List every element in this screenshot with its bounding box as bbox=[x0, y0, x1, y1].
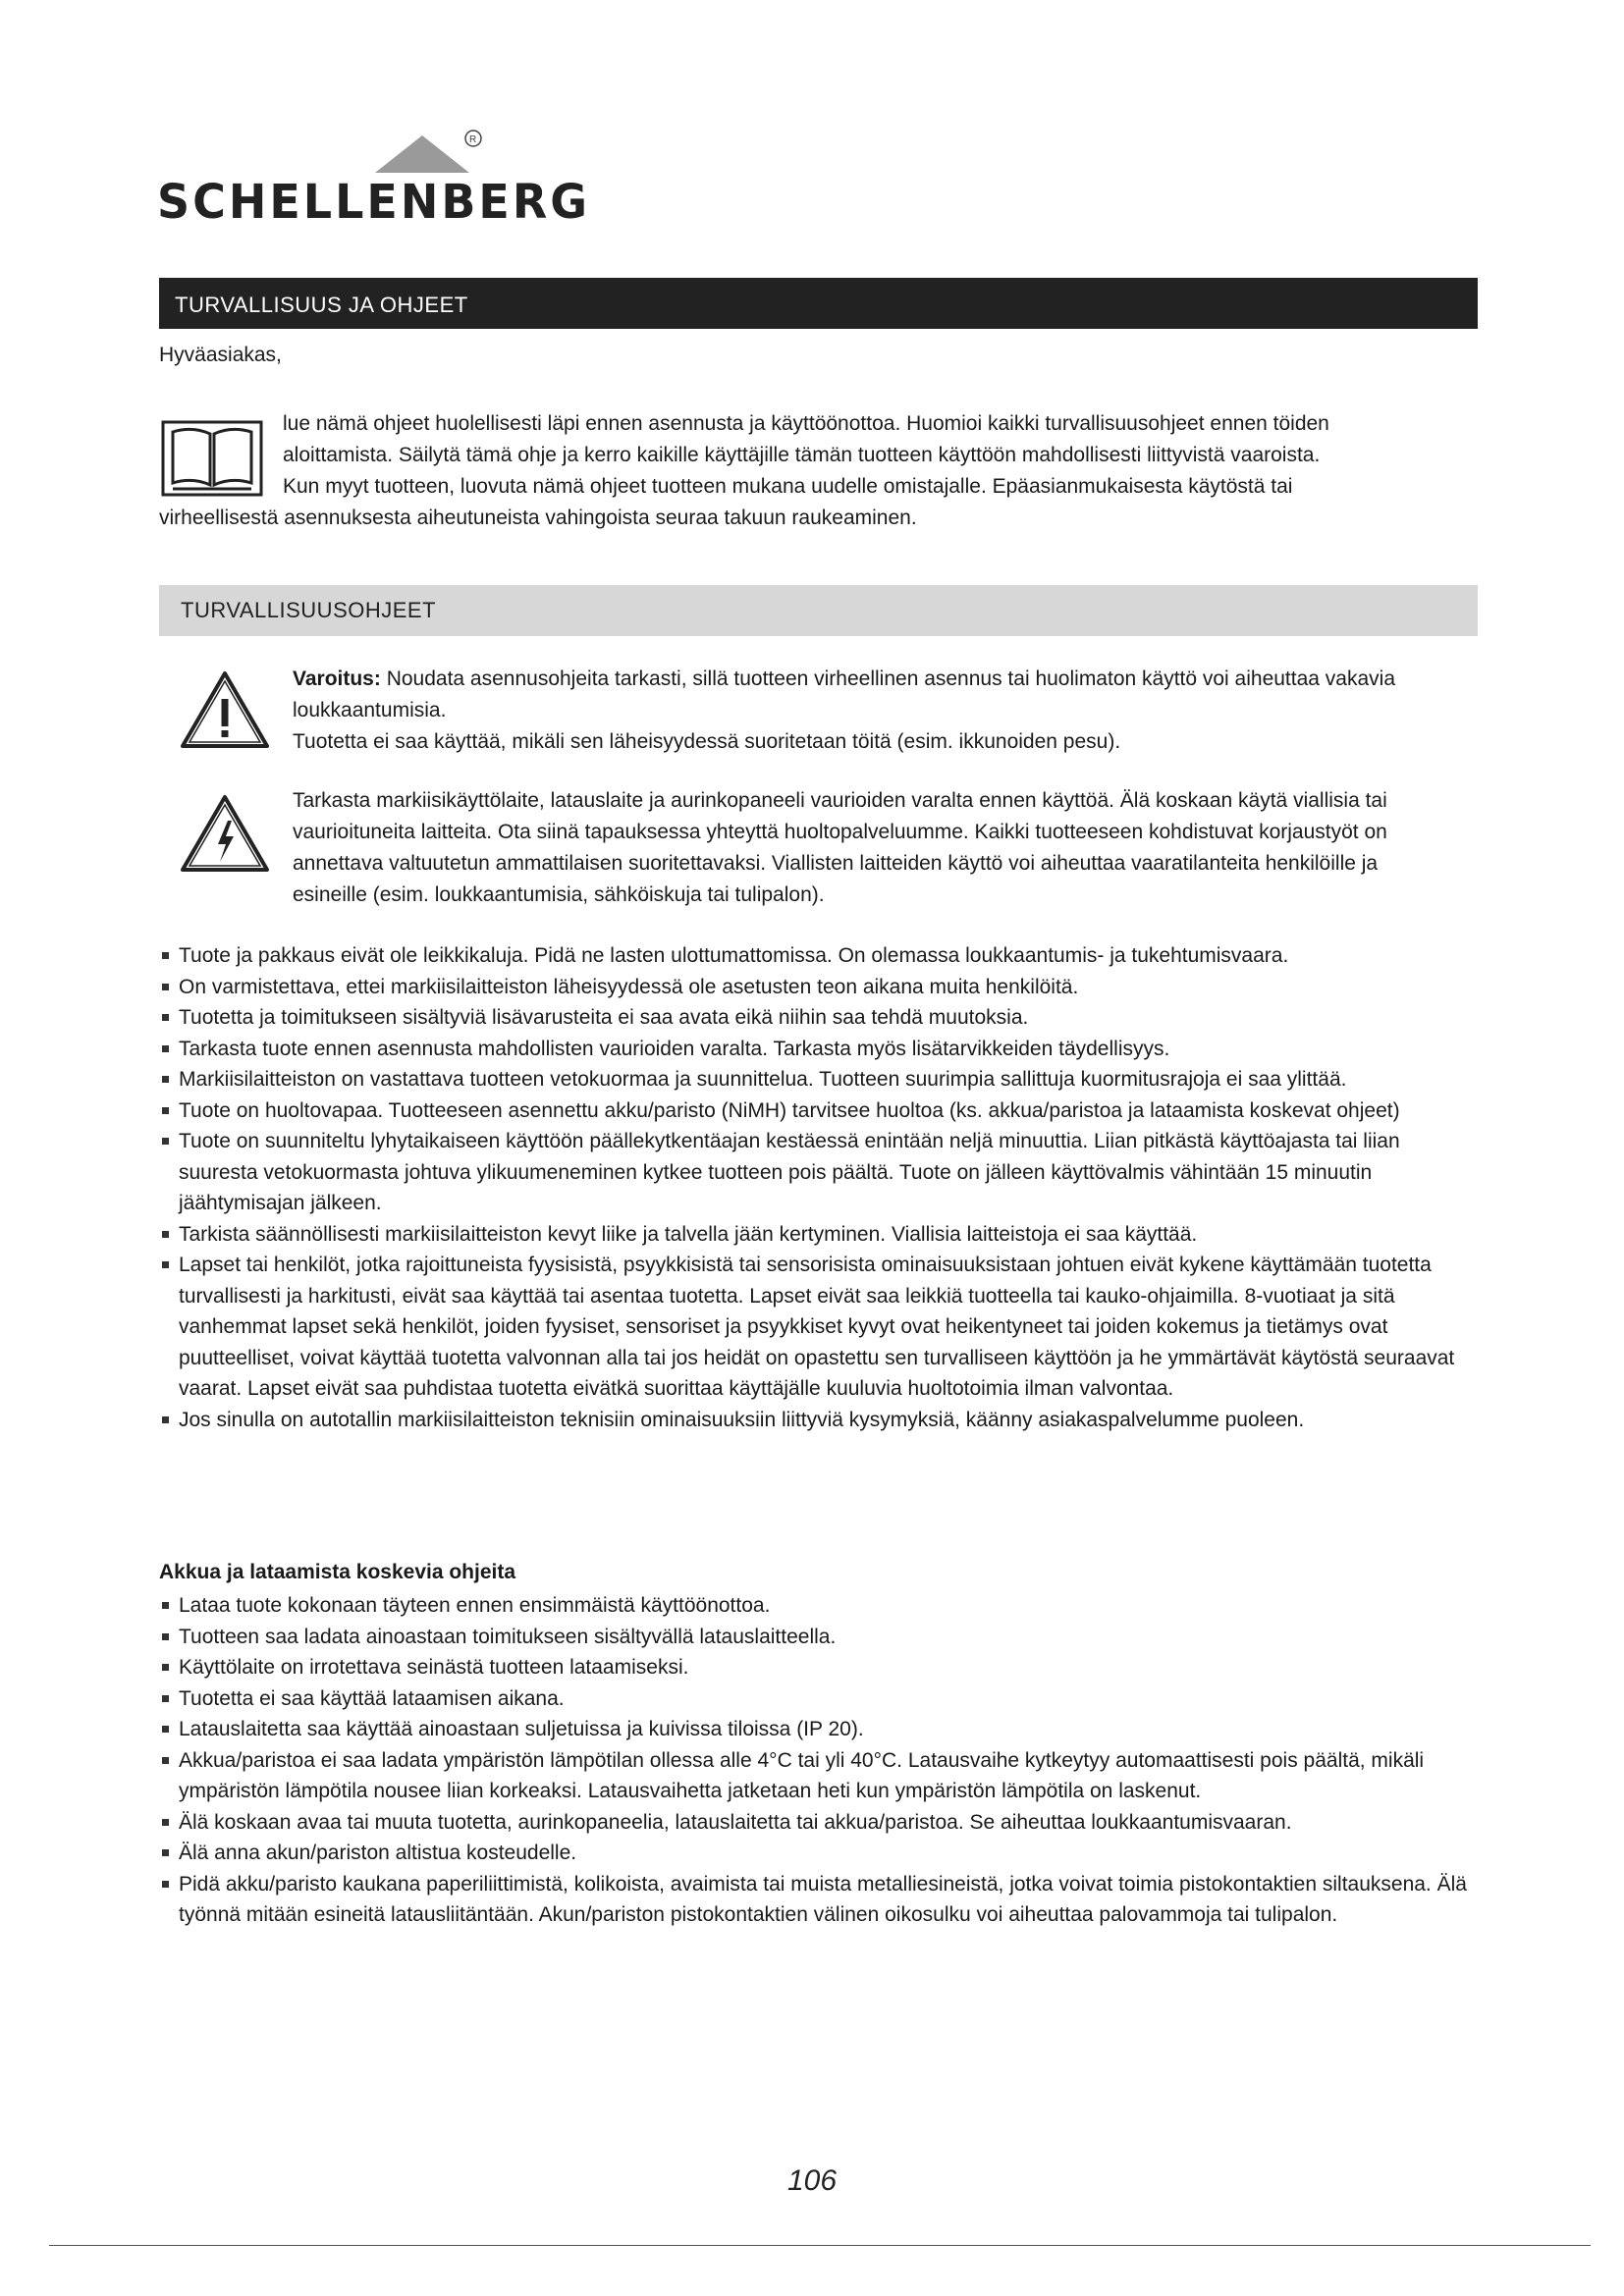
brand-logo bbox=[157, 128, 591, 230]
section-title-bar: TURVALLISUUS JA OHJEET bbox=[159, 278, 1478, 329]
safety-list bbox=[159, 940, 1485, 1435]
warning-text-2: Tuotetta ei saa käyttää, mikäli sen läheisyydessä suoritetaan töitä (esim. ikkunoiden pesu). bbox=[293, 730, 1121, 753]
list-item: Lataa tuote kokonaan täyteen ennen ensimmäistä käyttöönottoa. bbox=[159, 1590, 1485, 1622]
list-item: Tuotetta ei saa käyttää lataamisen aikana. bbox=[159, 1683, 1485, 1715]
list-item: Lapset tai henkilöt, jotka rajoittuneista fyysisistä, psyykkisistä tai sensorisista ominaisuuksistaan johtuen eivät kykene käyttämään tuotetta turvallisesti ja harkitusti, eivät saa käyttää tai asentaa tuotetta. Lapset eivät saa leikkiä tuotteella tai kauko-ohjaimilla. 8-vuotiaat ja sitä vanhemmat lapset sekä henkilöt, joiden fyysiset, sensoriset ja psyykkiset kyvyt ovat heikentyneet tai joiden kokemus ja tietämys ovat puutteelliset, voivat käyttää tuotetta valvonnan alla tai jos heidät on opastettu sen turvalliseen käyttöön ja he ymmärtävät käytöstä seuraavat vaarat. Lapset eivät saa puhdistaa tuotetta eivätkä suorittaa käyttäjälle kuuluvia huoltotoimia ilman valvontaa. bbox=[159, 1250, 1485, 1405]
list-item: Tuote on huoltovapaa. Tuotteeseen asennettu akku/paristo (NiMH) tarvitsee huoltoa (ks. akkua/paristoa ja lataamista koskevat ohjeet) bbox=[159, 1095, 1485, 1127]
footer-divider bbox=[49, 2245, 1591, 2246]
intro-line: lue nämä ohjeet huolellisesti läpi ennen asennusta ja käyttöönottoa. Huomioi kaikki turvallisuusohjeet ennen töiden bbox=[283, 412, 1329, 435]
list-item: Tarkasta tuote ennen asennusta mahdollisten vaurioiden varalta. Tarkasta myös lisätarvikkeiden täydellisyys. bbox=[159, 1034, 1485, 1065]
warning-text: Tarkasta markiisikäyttölaite, latauslaite ja aurinkopaneeli vaurioiden varalta ennen käyttöä. Älä koskaan käytä viallisia tai vaurioituneita laitteita. Ota siinä tapauksessa yhteyttä huoltopalveluumme. Kaikki tuotteeseen kohdistuvat korjaustyöt on annettava valtuutetun ammattilaisen suoritettavaksi. Viallisten laitteiden käyttö voi aiheuttaa vaaratilanteita henkilöille ja esineille (esim. loukkaantumisia, sähköiskuja tai tulipalon). bbox=[293, 789, 1387, 906]
list-item: Tuotetta ja toimitukseen sisältyviä lisävarusteita ei saa avata eikä niihin saa tehdä muutoksia. bbox=[159, 1002, 1485, 1034]
list-item: Älä koskaan avaa tai muuta tuotetta, aurinkopaneelia, latauslaitetta tai akkua/paristoa. Se aiheuttaa loukkaantumisvaaran. bbox=[159, 1807, 1485, 1839]
svg-text:R: R bbox=[469, 134, 477, 145]
safety-title-bar: TURVALLISUUSOHJEET bbox=[159, 585, 1478, 636]
warning-exclamation-icon bbox=[177, 667, 273, 752]
list-item: Akkua/paristoa ei saa ladata ympäristön lämpötilan ollessa alle 4°C tai yli 40°C. Latausvaihe kytkeytyy automaattisesti pois päältä, mikäli ympäristön lämpötila nousee liian korkeaksi. Latausvaihetta jatketaan heti kun ympäristön lämpötila on laskenut. bbox=[159, 1745, 1485, 1807]
list-item: Tuote on suunniteltu lyhytaikaiseen käyttöön päällekytkentäajan kestäessä enintään neljä minuuttia. Liian pitkästä käyttöajasta tai liian suuresta vetokuormasta johtuva ylikuumeneminen kytkee tuotteen pois päältä. Tuote on jälleen käyttövalmis vähintään 15 minuutin jäähtymisajan jälkeen. bbox=[159, 1126, 1485, 1219]
brand-name: SCHELLENBERG bbox=[157, 173, 591, 230]
list-item: Käyttölaite on irrotettava seinästä tuotteen lataamiseksi. bbox=[159, 1652, 1485, 1683]
list-item: Älä anna akun/pariston altistua kosteudelle. bbox=[159, 1838, 1485, 1869]
list-item: Tarkista säännöllisesti markiisilaitteiston kevyt liike ja talvella jään kertyminen. Viallisia laitteistoja ei saa käyttää. bbox=[159, 1219, 1485, 1251]
list-item: Tuote ja pakkaus eivät ole leikkikaluja. Pidä ne lasten ulottumattomissa. On olemassa loukkaantumis- ja tukehtumisvaara. bbox=[159, 940, 1485, 972]
warning-label: Varoitus: bbox=[293, 667, 381, 690]
battery-list bbox=[159, 1590, 1485, 1931]
battery-heading: Akkua ja lataamista koskevia ohjeita bbox=[159, 1561, 516, 1583]
warning-electric bbox=[293, 785, 1422, 911]
list-item: Markiisilaitteiston on vastattava tuotteen vetokuormaa ja suunnittelua. Tuotteen suurimpia sallittuja kuormitusrajoja ei saa ylittää. bbox=[159, 1064, 1485, 1095]
greeting: Hyväasiakas, bbox=[159, 344, 282, 366]
intro-line: aloittamista. Säilytä tämä ohje ja kerro kaikille käyttäjille tämän tuotteen käyttöön mahdollisesti liittyvistä vaaroista. bbox=[283, 444, 1321, 466]
intro-line: virheellisestä asennuksesta aiheutuneista vahingoista seuraa takuun raukeaminen. bbox=[159, 507, 917, 529]
list-item: On varmistettava, ettei markiisilaitteiston läheisyydessä ole asetusten teon aikana muita henkilöitä. bbox=[159, 972, 1485, 1003]
page-number: 106 bbox=[786, 2164, 838, 2197]
electric-hazard-icon bbox=[177, 791, 273, 876]
list-item: Latauslaitetta saa käyttää ainoastaan suljetuissa ja kuivissa tiloissa (IP 20). bbox=[159, 1714, 1485, 1745]
intro-line: Kun myyt tuotteen, luovuta nämä ohjeet tuotteen mukana uudelle omistajalle. Epäasianmukaisesta käytöstä tai bbox=[283, 475, 1293, 498]
manual-book-icon bbox=[159, 418, 265, 499]
list-item: Jos sinulla on autotallin markiisilaitteiston teknisiin ominaisuuksiin liittyviä kysymyksiä, käänny asiakaspalvelumme puoleen. bbox=[159, 1405, 1485, 1436]
warning-text: Noudata asennusohjeita tarkasti, sillä tuotteen virheellinen asennus tai huolimaton käyttö voi aiheuttaa vakavia loukkaantumisia. bbox=[293, 667, 1396, 721]
list-item: Tuotteen saa ladata ainoastaan toimitukseen sisältyvällä latauslaitteella. bbox=[159, 1622, 1485, 1653]
list-item: Pidä akku/paristo kaukana paperiliittimistä, kolikoista, avaimista tai muista metalliesineistä, jotka voivat toimia pistokontaktien siltauksena. Älä työnnä mitään esineitä latausliitäntään. Akun/pariston pistokontaktien välinen oikosulku voi aiheuttaa palovammoja tai tulipalon. bbox=[159, 1869, 1485, 1931]
warning-general bbox=[293, 664, 1490, 758]
